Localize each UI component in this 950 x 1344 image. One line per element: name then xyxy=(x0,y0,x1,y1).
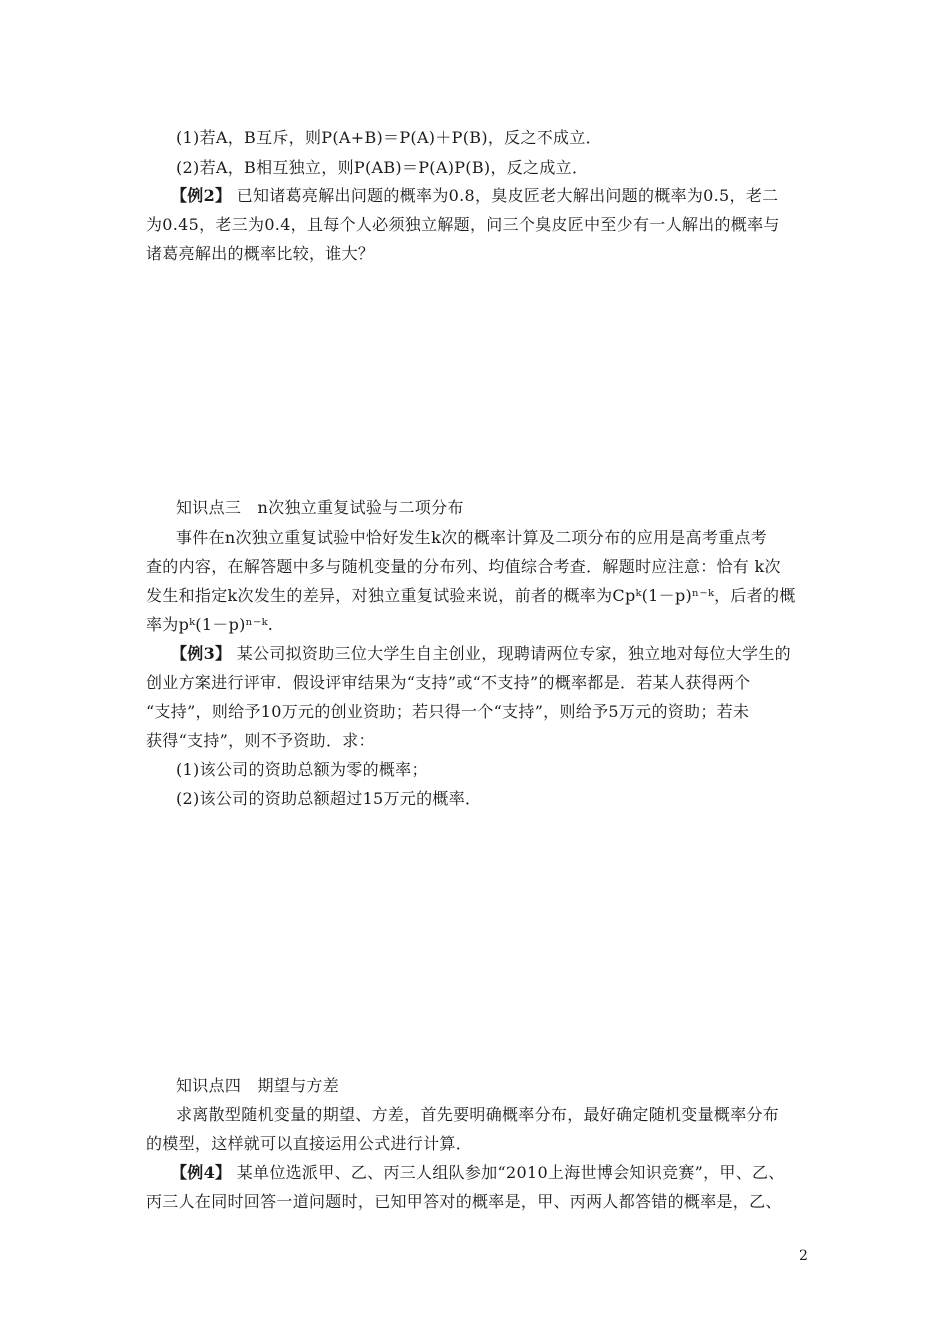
knowledge4-line2: 的模型，这样就可以直接运用公式进行计算． xyxy=(146,1134,473,1153)
example3-text1: 某公司拟资助三位大学生自主创业，现聘请两位专家，独立地对每位大学生的 xyxy=(231,644,791,663)
example3-line3: “支持”，则给予10万元的创业资助；若只得一个“支持”，则给予5万元的资助；若未 xyxy=(146,702,750,721)
example3-line4: 获得“支持”，则不予资助．求： xyxy=(146,731,375,750)
rule-independent: (2)若A，B相互独立，则P(AB)＝P(A)P(B)，反之成立． xyxy=(176,158,589,177)
example3-question2: (2)该公司的资助总额超过15万元的概率． xyxy=(176,789,482,808)
knowledge4-line1: 求离散型随机变量的期望、方差，首先要明确概率分布，最好确定随机变量概率分布 xyxy=(176,1105,780,1124)
knowledge4-heading: 知识点四 期望与方差 xyxy=(176,1076,340,1095)
example2-line1 xyxy=(171,184,778,208)
knowledge3-line3: 发生和指定k次发生的差异，对独立重复试验来说，前者的概率为Cpᵏ(1－p)ⁿ⁻ᵏ，后者的概 xyxy=(146,586,796,605)
rule-mutually-exclusive: (1)若A，B互斥，则P(A+B)＝P(A)＋P(B)，反之不成立． xyxy=(176,128,602,147)
knowledge3-line2: 查的内容，在解答题中多与随机变量的分布列、均值综合考查．解题时应注意：恰有 k次 xyxy=(146,557,781,576)
example4-line2: 丙三人在同时回答一道问题时，已知甲答对的概率是，甲、丙两人都答错的概率是，乙、 xyxy=(146,1192,782,1211)
example3-tag: 【例3】 xyxy=(171,644,232,663)
knowledge3-line1: 事件在n次独立重复试验中恰好发生k次的概率计算及二项分布的应用是高考重点考 xyxy=(176,528,768,547)
example2-text1: 已知诸葛亮解出问题的概率为0.8，臭皮匠老大解出问题的概率为0.5，老二 xyxy=(231,186,779,205)
example2-tag: 【例2】 xyxy=(171,186,232,205)
example2-line3: 诸葛亮解出的概率比较，谁大？ xyxy=(146,244,375,263)
example4-tag: 【例4】 xyxy=(171,1163,232,1182)
example4-line1 xyxy=(171,1161,785,1185)
knowledge3-line4: 率为pᵏ(1－p)ⁿ⁻ᵏ. xyxy=(146,615,274,634)
example3-line1 xyxy=(171,642,791,666)
example3-line2: 创业方案进行评审．假设评审结果为“支持”或“不支持”的概率都是．若某人获得两个 xyxy=(146,673,751,692)
example3-question1: (1)该公司的资助总额为零的概率； xyxy=(176,760,428,779)
example2-line2: 为0.45，老三为0.4，且每个人必须独立解题，问三个臭皮匠中至少有一人解出的概率与 xyxy=(146,215,780,234)
knowledge3-heading: 知识点三 n次独立重复试验与二项分布 xyxy=(176,498,464,517)
page-number: 2 xyxy=(799,1248,808,1264)
example4-text1: 某单位选派甲、乙、丙三人组队参加“2010上海世博会知识竞赛”，甲、乙、 xyxy=(231,1163,785,1182)
